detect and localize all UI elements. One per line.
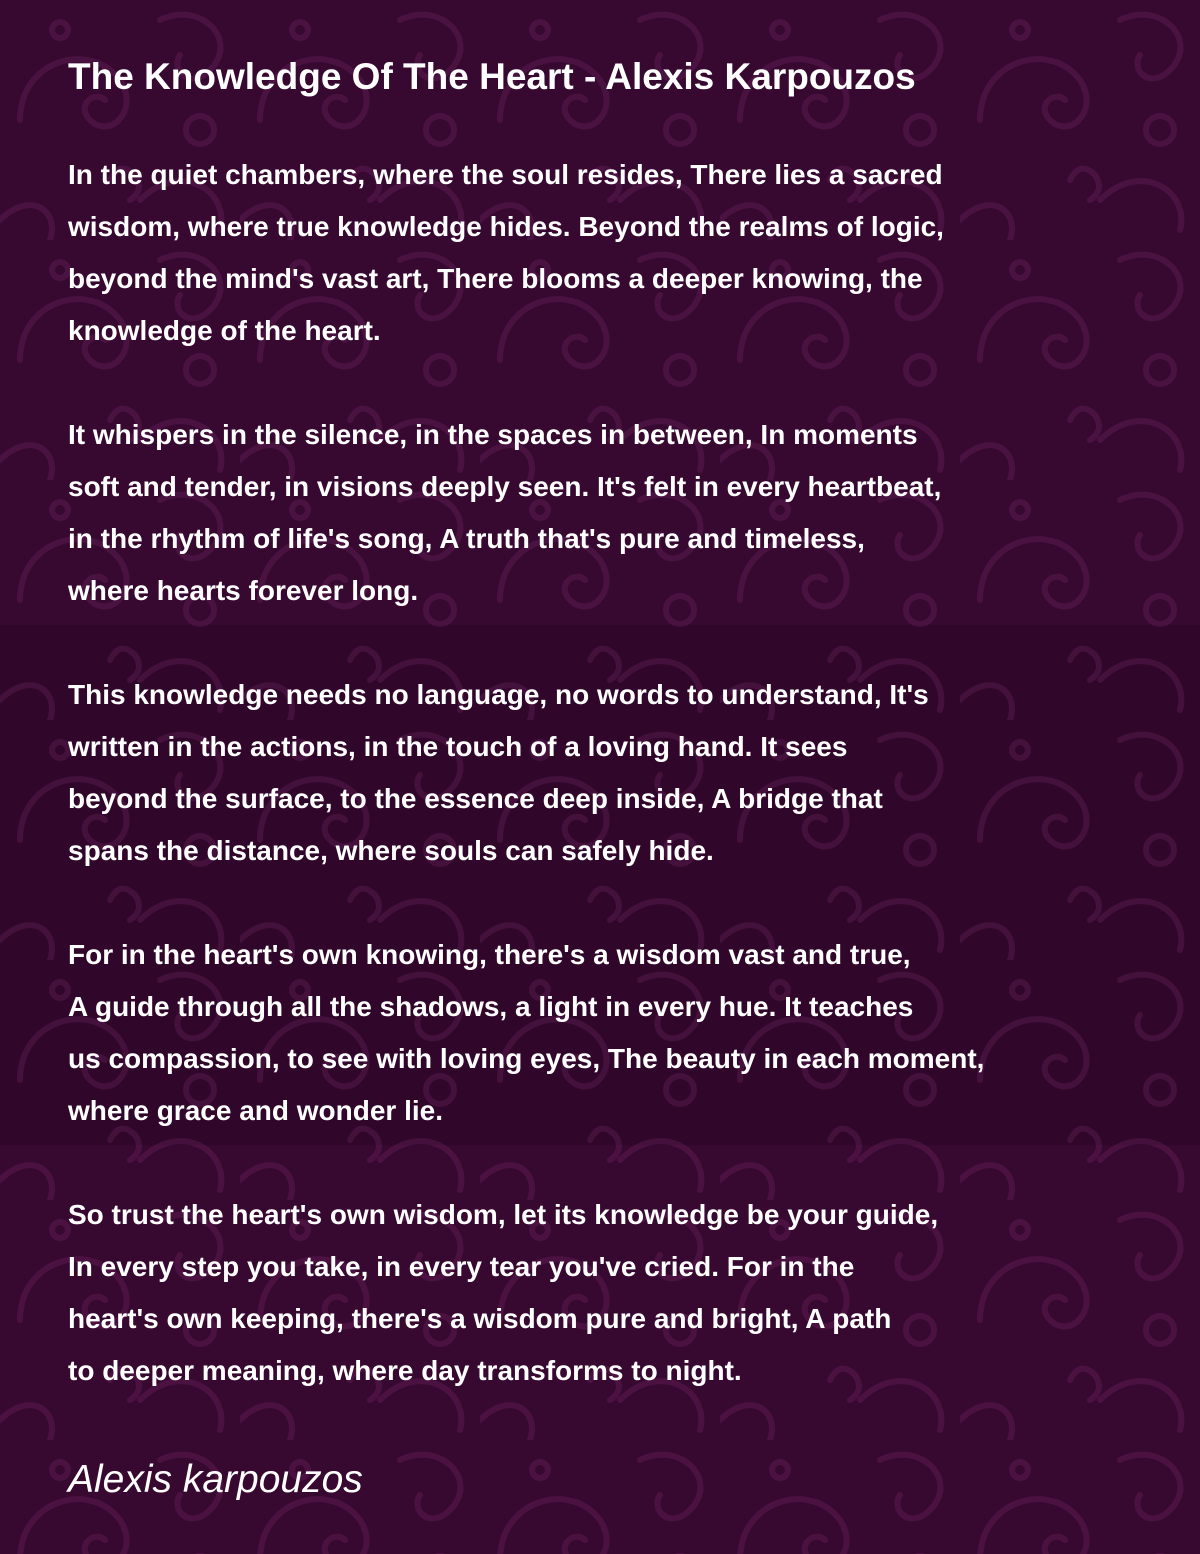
poem-line: So trust the heart's own wisdom, let its knowledge be your guide, [68, 1199, 939, 1230]
poem-line: heart's own keeping, there's a wisdom pure and bright, A path [68, 1303, 892, 1334]
poem-line: where grace and wonder lie. [68, 1095, 444, 1126]
poem-line: It whispers in the silence, in the spaces in between, In moments [68, 419, 918, 450]
poem-line: A guide through all the shadows, a light in every hue. It teaches [68, 991, 914, 1022]
poem-line: soft and tender, in visions deeply seen. It's felt in every heartbeat, [68, 471, 942, 502]
poem-line: wisdom, where true knowledge hides. Beyond the realms of logic, [68, 211, 944, 242]
poem-line: This knowledge needs no language, no words to understand, It's [68, 679, 929, 710]
poem-line: us compassion, to see with loving eyes, The beauty in each moment, [68, 1043, 985, 1074]
poem-line: spans the distance, where souls can safely hide. [68, 835, 714, 866]
poem-stanza [68, 1189, 938, 1397]
poem-line: beyond the surface, to the essence deep inside, A bridge that [68, 783, 883, 814]
poem-line: In every step you take, in every tear you've cried. For in the [68, 1251, 855, 1282]
poem-line: knowledge of the heart. [68, 315, 381, 346]
poem-line: beyond the mind's vast art, There blooms a deeper knowing, the [68, 263, 923, 294]
poem-line: to deeper meaning, where day transforms to night. [68, 1355, 742, 1386]
poem-title: The Knowledge Of The Heart - Alexis Karpouzos [68, 56, 916, 97]
poem-line: written in the actions, in the touch of a loving hand. It sees [68, 731, 848, 762]
poem-line: where hearts forever long. [68, 575, 419, 606]
poem-stanza [68, 669, 929, 877]
poem-line: For in the heart's own knowing, there's a wisdom vast and true, [68, 939, 911, 970]
poem-stanza [68, 149, 944, 357]
poem-line: in the rhythm of life's song, A truth that's pure and timeless, [68, 523, 865, 554]
poem-stanza [68, 929, 984, 1137]
poem-stanza [68, 409, 941, 617]
poem-line: In the quiet chambers, where the soul resides, There lies a sacred [68, 159, 943, 190]
poem-author: Alexis karpouzos [68, 1458, 363, 1501]
